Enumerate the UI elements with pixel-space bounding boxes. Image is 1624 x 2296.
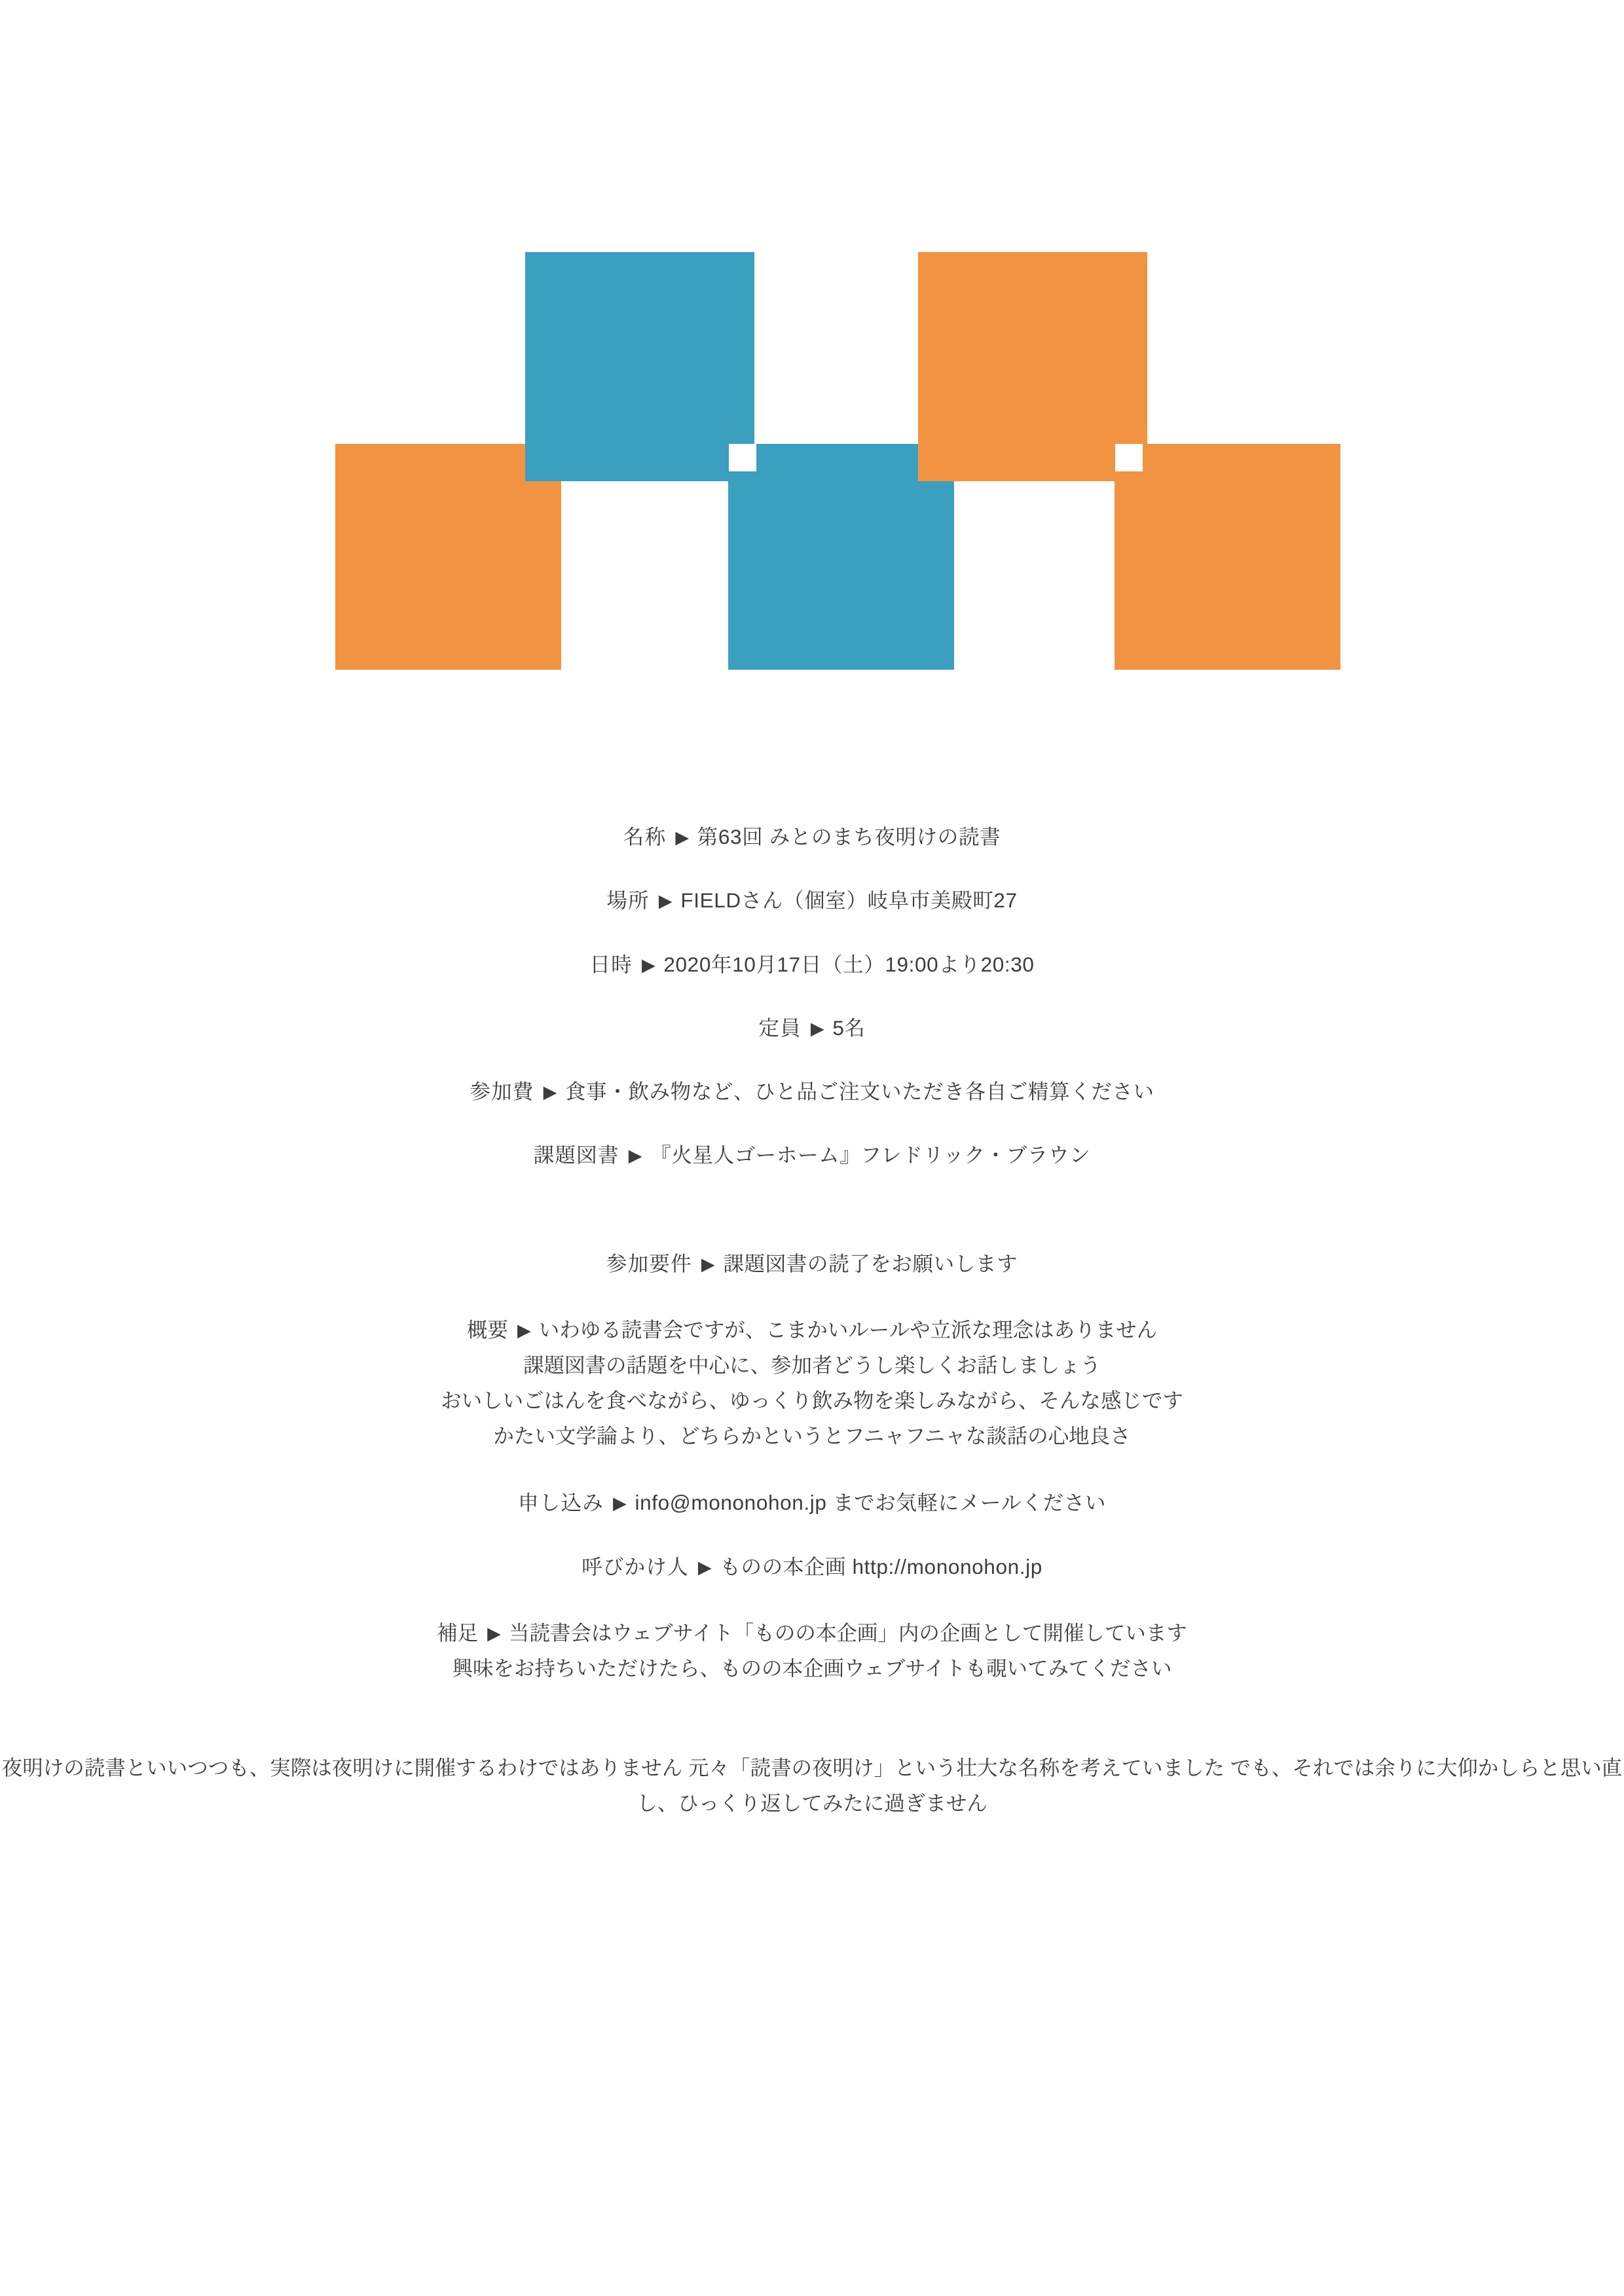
logo-notch-right [1115, 444, 1143, 471]
detail-row-application [0, 1487, 1624, 1518]
tail-line-2: 元々「読書の夜明け」という壮大な名称を考えていました [688, 1756, 1225, 1780]
detail-row-capacity [0, 1013, 1624, 1044]
label-fee: 参加費 [470, 1080, 534, 1103]
event-details [0, 822, 1624, 1821]
overview-line-2: 課題図書の話題を中心に、参加者どうし楽しくお話しましょう [523, 1353, 1101, 1377]
tail-spacer [0, 1720, 1624, 1750]
logo-notch-left [729, 444, 756, 471]
label-requirement: 参加要件 [606, 1251, 692, 1275]
value-organizer[interactable]: ものの本企画 http://mononohon.jp [720, 1554, 1043, 1578]
section-spacer [0, 1204, 1624, 1248]
arrow-icon: ▶ [628, 1146, 643, 1166]
arrow-icon: ▶ [658, 891, 673, 911]
logo-square-top-right-orange [918, 252, 1147, 481]
arrow-icon: ▶ [517, 1320, 531, 1340]
value-place: FIELDさん（個室）岐阜市美殿町27 [680, 888, 1018, 913]
detail-row-place [0, 885, 1624, 916]
overview-first-line [0, 1312, 1624, 1347]
detail-row-requirement [0, 1248, 1624, 1279]
note-line-2: 興味をお持ちいただけたら、ものの本企画ウェブサイトも覗いてみてください [452, 1656, 1172, 1681]
label-name: 名称 [623, 825, 667, 848]
value-application[interactable]: info@mononohon.jp までお気軽にメールください [635, 1491, 1107, 1515]
arrow-icon: ▶ [810, 1018, 825, 1038]
overview-line-3: おいしいごはんを食べながら、ゆっくり飲み物を楽しみながら、そんな感じです [441, 1389, 1183, 1413]
detail-row-overview [0, 1312, 1624, 1454]
value-datetime: 2020年10月17日（土）19:00より20:30 [663, 952, 1035, 976]
logo-area [0, 0, 1624, 786]
value-book: 『火星人ゴーホーム』フレドリック・ブラウン [650, 1143, 1091, 1167]
detail-row-fee [0, 1076, 1624, 1107]
tail-text [0, 1750, 1624, 1821]
mononohon-logo [335, 252, 1291, 684]
value-requirement: 課題図書の読了をお願いします [723, 1251, 1018, 1275]
logo-square-top-left-teal [525, 252, 754, 481]
label-application: 申し込み [517, 1491, 604, 1515]
arrow-icon: ▶ [487, 1623, 501, 1643]
label-organizer: 呼びかけ人 [581, 1554, 689, 1578]
label-book: 課題図書 [533, 1143, 619, 1167]
arrow-icon: ▶ [641, 955, 656, 975]
value-capacity: 5名 [832, 1015, 866, 1040]
detail-row-datetime [0, 949, 1624, 980]
overview-line-1: いわゆる読書会ですが、こまかいルールや立派な理念はありません [538, 1317, 1158, 1341]
note-first-line [0, 1615, 1624, 1650]
label-place: 場所 [606, 888, 650, 913]
tail-line-1: 夜明けの読書といいつつも、実際は夜明けに開催するわけではありません [1, 1756, 683, 1780]
detail-row-note [0, 1615, 1624, 1686]
label-overview: 概要 [466, 1317, 508, 1341]
note-line-1: 当読書会はウェブサイト「ものの本企画」内の企画として開催しています [508, 1620, 1187, 1645]
label-capacity: 定員 [758, 1015, 802, 1040]
detail-row-book [0, 1140, 1624, 1171]
overview-line-4: かたい文学論より、どちらかというとフニャフニャな談話の心地良さ [493, 1424, 1131, 1448]
arrow-icon: ▶ [613, 1493, 627, 1514]
value-fee: 食事・飲み物など、ひと品ご注文いただき各自ご精算ください [565, 1080, 1154, 1103]
logo-square-right-orange [1115, 444, 1340, 670]
label-datetime: 日時 [589, 952, 633, 976]
detail-row-organizer [0, 1552, 1624, 1582]
value-name: 第63回 みとのまち夜明けの読書 [697, 825, 1001, 848]
arrow-icon: ▶ [543, 1082, 558, 1102]
arrow-icon: ▶ [675, 828, 690, 847]
tail-line-3: でも、それでは余りに大仰かしらと思い直し、ひっくり返してみたに過ぎません [637, 1756, 1623, 1815]
detail-row-name [0, 822, 1624, 852]
label-note: 補足 [437, 1620, 479, 1645]
arrow-icon: ▶ [701, 1254, 716, 1274]
arrow-icon: ▶ [697, 1557, 712, 1577]
